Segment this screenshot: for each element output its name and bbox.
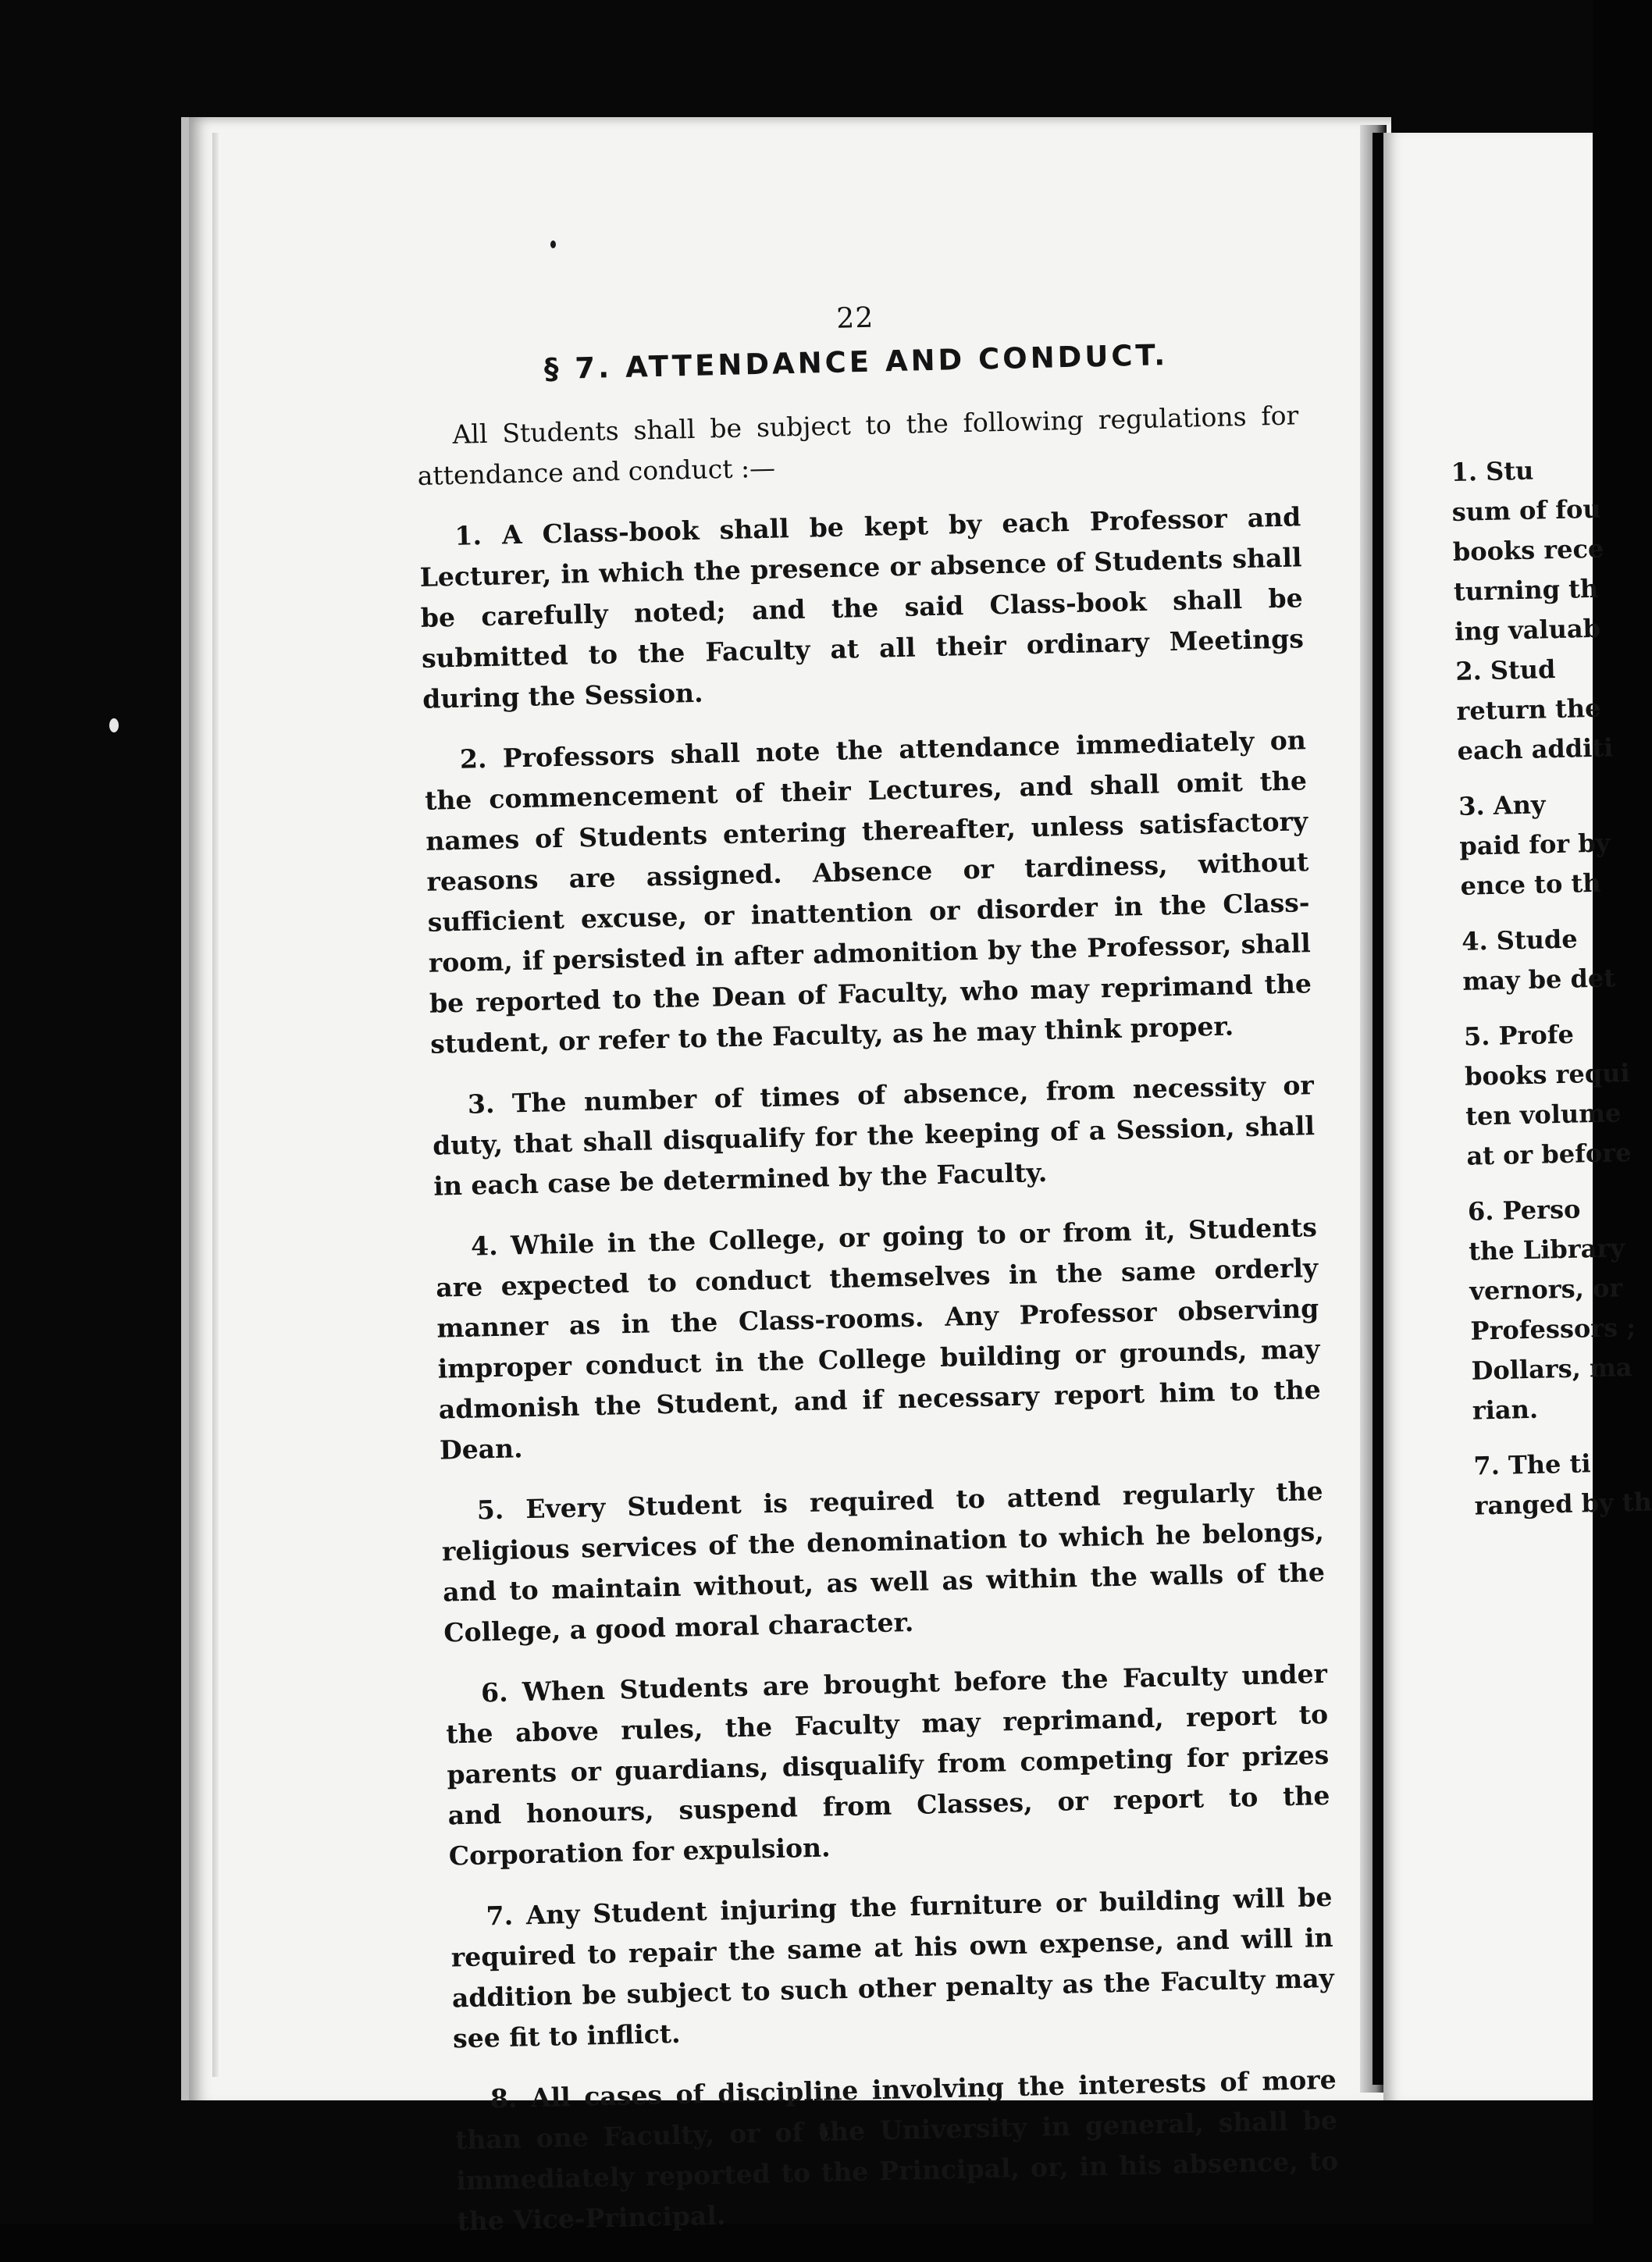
right-line: the Library: [1468, 1233, 1625, 1266]
scan-speck: [109, 718, 119, 732]
rule-2: 2. Professors shall note the attendance immediately on the commencement of their Lectures, and shall omit the names of Students entering thereafter, unless satisfactory reasons are assigned. Absence or tardiness, without sufficient excuse, or inattention or disorder in the Class-room, if persisted in after admonition by the Professor, shall be reported to the Dean of Faculty, who may reprimand the student, or refer to the Faculty, as he may think proper.: [424, 725, 1312, 1060]
right-line: 1. Stu: [1451, 455, 1534, 487]
right-line: turning th: [1453, 573, 1599, 607]
right-line: rian.: [1472, 1394, 1539, 1426]
page-number: 22: [835, 301, 874, 335]
right-line: Professors ;: [1470, 1312, 1636, 1346]
right-line: 3. Any: [1458, 789, 1546, 821]
right-line: vernors, or: [1469, 1273, 1623, 1306]
right-line: sum of fou: [1451, 493, 1602, 527]
rule-3: 3. The number of times of absence, from necessity or duty, that shall disqualify for the keeping of a Session, shall in each case be determined by the Faculty.: [432, 1070, 1316, 1202]
left-page-text: [414, 292, 1340, 2262]
right-page-text: [1451, 450, 1652, 1526]
right-line: books rece: [1452, 533, 1604, 567]
right-line: books requi: [1464, 1058, 1630, 1092]
section-heading: § 7. ATTENDANCE AND CONDUCT.: [543, 338, 1169, 386]
rule-7: 7. Any Student injuring the furniture or building will be required to repair the same at his own expense, and will in addition be subject to such other penalty as the Faculty may see fit to inflict.: [450, 1881, 1335, 2054]
rule-8: 8. All cases of discipline involving the interests of more than one Faculty, or of the University in general, shall be immediately reported to the Principal, or, in his absence, to the Vice-Principal.: [454, 2064, 1339, 2237]
right-line: paid for by: [1459, 828, 1611, 861]
intro-paragraph: All Students shall be subject to the following regulations for attendance and conduct :—: [417, 400, 1299, 491]
right-line: ing valuab: [1454, 613, 1601, 647]
right-line: 7. The ti: [1473, 1448, 1591, 1481]
rule-1: 1. A Class-book shall be kept by each Professor and Lecturer, in which the presence or absence of Students shall be carefully noted; and the said Class-book shall be submitted to the Faculty at all their ordinary Meetings during the Session.: [419, 501, 1305, 714]
right-line: 4. Stude: [1461, 924, 1579, 956]
scan-speck: [550, 240, 556, 248]
right-line: return the: [1456, 693, 1601, 726]
right-line: ence to th: [1460, 867, 1601, 901]
rule-6: 6. When Students are brought before the Faculty under the above rules, the Faculty may reprimand, report to parents or guardians, disqualify from competing for prizes and honours, suspend from Classes, or report to the Corporation for expulsion.: [445, 1658, 1330, 1872]
rule-4: 4. While in the College, or going to or from it, Students are expected to conduct themselves in the same orderly manner as in the Class-rooms. Any Professor observing improper conduct in the College building or grounds, may admonish the Student, and if necessary report him to the Dean.: [435, 1212, 1322, 1466]
rule-5: 5. Every Student is required to attend regularly the religious services of the denomination to which he belongs, and to maintain without, as well as within the walls of the College, a good moral character.: [441, 1475, 1326, 1648]
right-line: each additi: [1457, 732, 1614, 766]
book-spine: [1373, 133, 1383, 2085]
right-line: Dollars, ma: [1471, 1352, 1632, 1386]
right-line: at or before: [1466, 1137, 1632, 1171]
right-line: may be det: [1462, 963, 1616, 996]
right-line: ten volume: [1465, 1098, 1622, 1131]
right-line: 2. Stud: [1454, 654, 1556, 686]
right-line: ranged by th: [1474, 1487, 1652, 1521]
right-line: 5. Profe: [1463, 1019, 1575, 1052]
page-edge: [212, 133, 219, 2077]
right-line: 6. Perso: [1467, 1194, 1581, 1227]
